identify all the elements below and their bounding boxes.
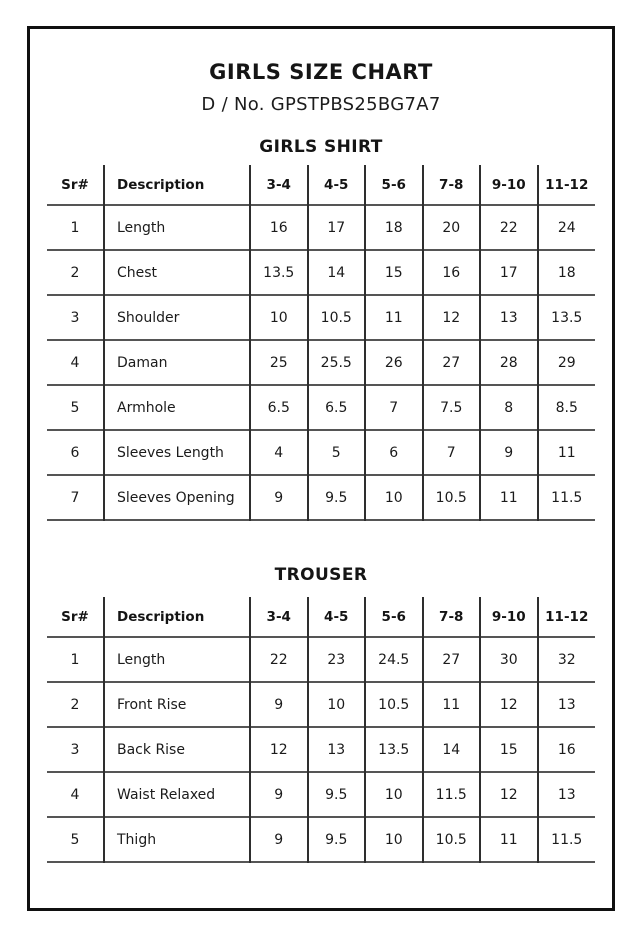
column-header: 7-8 bbox=[423, 597, 481, 637]
table-cell: 22 bbox=[480, 205, 538, 250]
table-cell: 2 bbox=[70, 264, 80, 281]
table-cell: 10 bbox=[250, 295, 308, 340]
trouser-table-title: TROUSER bbox=[274, 565, 368, 585]
table-header-row bbox=[47, 165, 595, 205]
table-cell: Sleeves Opening bbox=[104, 475, 250, 520]
table-cell: 13.5 bbox=[250, 250, 308, 295]
table-row bbox=[47, 295, 595, 340]
table-row bbox=[47, 475, 595, 520]
table-cell: 22 bbox=[250, 637, 308, 682]
trouser-size-table bbox=[47, 597, 595, 863]
table-cell: 11.5 bbox=[538, 475, 596, 520]
page-title: GIRLS SIZE CHART bbox=[209, 60, 433, 84]
column-header: 9-10 bbox=[480, 165, 538, 205]
column-header: 5-6 bbox=[365, 597, 423, 637]
table-cell: 2 bbox=[70, 696, 80, 713]
table-cell: 10.5 bbox=[308, 295, 366, 340]
table-cell: 27 bbox=[423, 637, 481, 682]
table-header-row bbox=[47, 597, 595, 637]
table-cell: 18 bbox=[538, 250, 596, 295]
table-cell: 17 bbox=[308, 205, 366, 250]
table-cell: 10.5 bbox=[423, 817, 481, 862]
table-cell: 7.5 bbox=[423, 385, 481, 430]
column-header: 9-10 bbox=[480, 597, 538, 637]
table-cell: 6 bbox=[70, 444, 80, 461]
column-header: Description bbox=[104, 597, 250, 637]
column-header: 3-4 bbox=[250, 165, 308, 205]
table-cell: 9 bbox=[250, 475, 308, 520]
shirt-size-table bbox=[47, 165, 595, 521]
table-cell: Shoulder bbox=[104, 295, 250, 340]
table-cell: 20 bbox=[423, 205, 481, 250]
table-cell: 29 bbox=[538, 340, 596, 385]
column-header: 3-4 bbox=[250, 597, 308, 637]
table-cell: 16 bbox=[250, 205, 308, 250]
table-cell: 14 bbox=[423, 727, 481, 772]
table-cell: 16 bbox=[538, 727, 596, 772]
table-cell: Daman bbox=[104, 340, 250, 385]
table-cell: 4 bbox=[70, 354, 80, 371]
table-row bbox=[47, 727, 595, 772]
column-header: 5-6 bbox=[365, 165, 423, 205]
table-cell: 13 bbox=[480, 295, 538, 340]
table-cell: 11 bbox=[480, 817, 538, 862]
table-cell: 12 bbox=[480, 682, 538, 727]
table-row bbox=[47, 817, 595, 862]
table-row bbox=[47, 385, 595, 430]
table-cell: 16 bbox=[423, 250, 481, 295]
table-cell: 15 bbox=[365, 250, 423, 295]
table-cell: 13 bbox=[538, 772, 596, 817]
table-cell: 25 bbox=[250, 340, 308, 385]
table-cell: 5 bbox=[308, 430, 366, 475]
table-cell: 12 bbox=[250, 727, 308, 772]
table-cell: 23 bbox=[308, 637, 366, 682]
table-cell: 32 bbox=[538, 637, 596, 682]
table-cell: Sleeves Length bbox=[104, 430, 250, 475]
table-cell: 4 bbox=[250, 430, 308, 475]
column-header: Description bbox=[104, 165, 250, 205]
table-row bbox=[47, 205, 595, 250]
table-cell: 9.5 bbox=[308, 772, 366, 817]
column-header: 11-12 bbox=[538, 165, 596, 205]
table-cell: 5 bbox=[70, 831, 80, 848]
table-cell: Front Rise bbox=[104, 682, 250, 727]
table-cell: 10.5 bbox=[365, 682, 423, 727]
table-cell: 11.5 bbox=[538, 817, 596, 862]
table-cell: 9 bbox=[480, 430, 538, 475]
table-cell: 8.5 bbox=[538, 385, 596, 430]
table-cell: 10 bbox=[365, 817, 423, 862]
table-row bbox=[47, 682, 595, 727]
table-row bbox=[47, 772, 595, 817]
table-row bbox=[47, 430, 595, 475]
table-cell: 14 bbox=[308, 250, 366, 295]
table-cell: 9.5 bbox=[308, 817, 366, 862]
table-cell: 24.5 bbox=[365, 637, 423, 682]
table-row bbox=[47, 250, 595, 295]
table-cell: 13.5 bbox=[365, 727, 423, 772]
table-row bbox=[47, 637, 595, 682]
table-cell: 25.5 bbox=[308, 340, 366, 385]
column-header: 4-5 bbox=[308, 597, 366, 637]
table-cell: 4 bbox=[70, 786, 80, 803]
table-cell: 28 bbox=[480, 340, 538, 385]
table-cell: 8 bbox=[480, 385, 538, 430]
table-cell: 10 bbox=[365, 475, 423, 520]
table-cell: 6.5 bbox=[308, 385, 366, 430]
table-cell: 11 bbox=[423, 682, 481, 727]
table-cell: 26 bbox=[365, 340, 423, 385]
table-cell: 7 bbox=[423, 430, 481, 475]
column-header: 7-8 bbox=[423, 165, 481, 205]
table-cell: Back Rise bbox=[104, 727, 250, 772]
table-cell: 11 bbox=[365, 295, 423, 340]
table-cell: 11 bbox=[480, 475, 538, 520]
table-cell: Chest bbox=[104, 250, 250, 295]
table-cell: 17 bbox=[480, 250, 538, 295]
table-cell: 12 bbox=[480, 772, 538, 817]
table-cell: 9 bbox=[250, 682, 308, 727]
table-cell: 1 bbox=[70, 219, 80, 236]
table-cell: 13 bbox=[308, 727, 366, 772]
table-cell: 7 bbox=[365, 385, 423, 430]
page-border bbox=[27, 26, 615, 911]
table-cell: 13 bbox=[538, 682, 596, 727]
column-header: 11-12 bbox=[538, 597, 596, 637]
table-cell: 10 bbox=[365, 772, 423, 817]
column-header: 4-5 bbox=[308, 165, 366, 205]
table-cell: 30 bbox=[480, 637, 538, 682]
table-cell: 1 bbox=[70, 651, 80, 668]
table-cell: 10 bbox=[308, 682, 366, 727]
column-header: Sr# bbox=[61, 176, 89, 193]
table-cell: 18 bbox=[365, 205, 423, 250]
table-cell: 27 bbox=[423, 340, 481, 385]
table-cell: 13.5 bbox=[538, 295, 596, 340]
table-cell: 9 bbox=[250, 817, 308, 862]
table-cell: 11.5 bbox=[423, 772, 481, 817]
table-cell: 6 bbox=[365, 430, 423, 475]
column-header: Sr# bbox=[61, 608, 89, 625]
table-cell: 7 bbox=[70, 489, 80, 506]
table-cell: 9.5 bbox=[308, 475, 366, 520]
table-cell: 9 bbox=[250, 772, 308, 817]
table-cell: Length bbox=[104, 205, 250, 250]
table-cell: 15 bbox=[480, 727, 538, 772]
shirt-table-title: GIRLS SHIRT bbox=[259, 137, 383, 157]
table-cell: Thigh bbox=[104, 817, 250, 862]
table-cell: 24 bbox=[538, 205, 596, 250]
table-row bbox=[47, 340, 595, 385]
table-cell: Armhole bbox=[104, 385, 250, 430]
table-cell: 3 bbox=[70, 741, 80, 758]
table-cell: 6.5 bbox=[250, 385, 308, 430]
table-cell: 5 bbox=[70, 399, 80, 416]
table-cell: Waist Relaxed bbox=[104, 772, 250, 817]
table-cell: 12 bbox=[423, 295, 481, 340]
table-cell: 10.5 bbox=[423, 475, 481, 520]
table-cell: 11 bbox=[538, 430, 596, 475]
table-cell: 3 bbox=[70, 309, 80, 326]
table-cell: Length bbox=[104, 637, 250, 682]
design-number: D / No. GPSTPBS25BG7A7 bbox=[201, 94, 441, 115]
